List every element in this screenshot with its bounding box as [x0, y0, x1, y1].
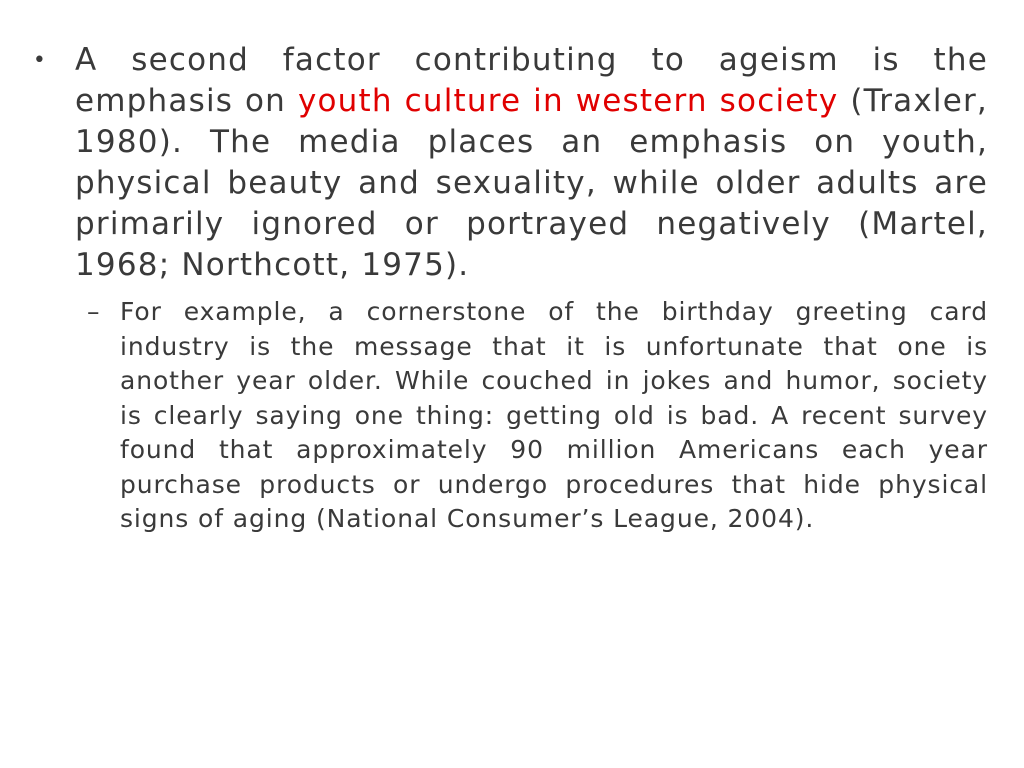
highlighted-phrase: youth culture in western society [297, 83, 839, 119]
sub-bullet-marker: – [87, 297, 101, 326]
sub-bullet-item [75, 295, 988, 537]
bullet-marker: • [32, 48, 48, 73]
bullet-item [30, 40, 988, 286]
sub-bullet-text: For example, a cornerstone of the birthday greeting card industry is the message that it is unfortunate that one is another year older. While couched in jokes and humor, society is clearly saying one thing: getting old is bad. A recent survey found that approximately 90 million Americans each year purchase products or undergo procedures that hide physical signs of aging (National Consumer’s League, 2004). [120, 297, 988, 533]
bullet-text-continuation: (Traxler, 1980). The media places an emphasis on youth, physical beauty and sexuality, while older adults are primarily ignored or portrayed negatively (Martel, 1968; Northcott, 1975). [75, 83, 988, 283]
bullet-text-intro: A second factor contributing to ageism is the emphasis on [75, 42, 988, 119]
bullet-list [30, 40, 988, 537]
